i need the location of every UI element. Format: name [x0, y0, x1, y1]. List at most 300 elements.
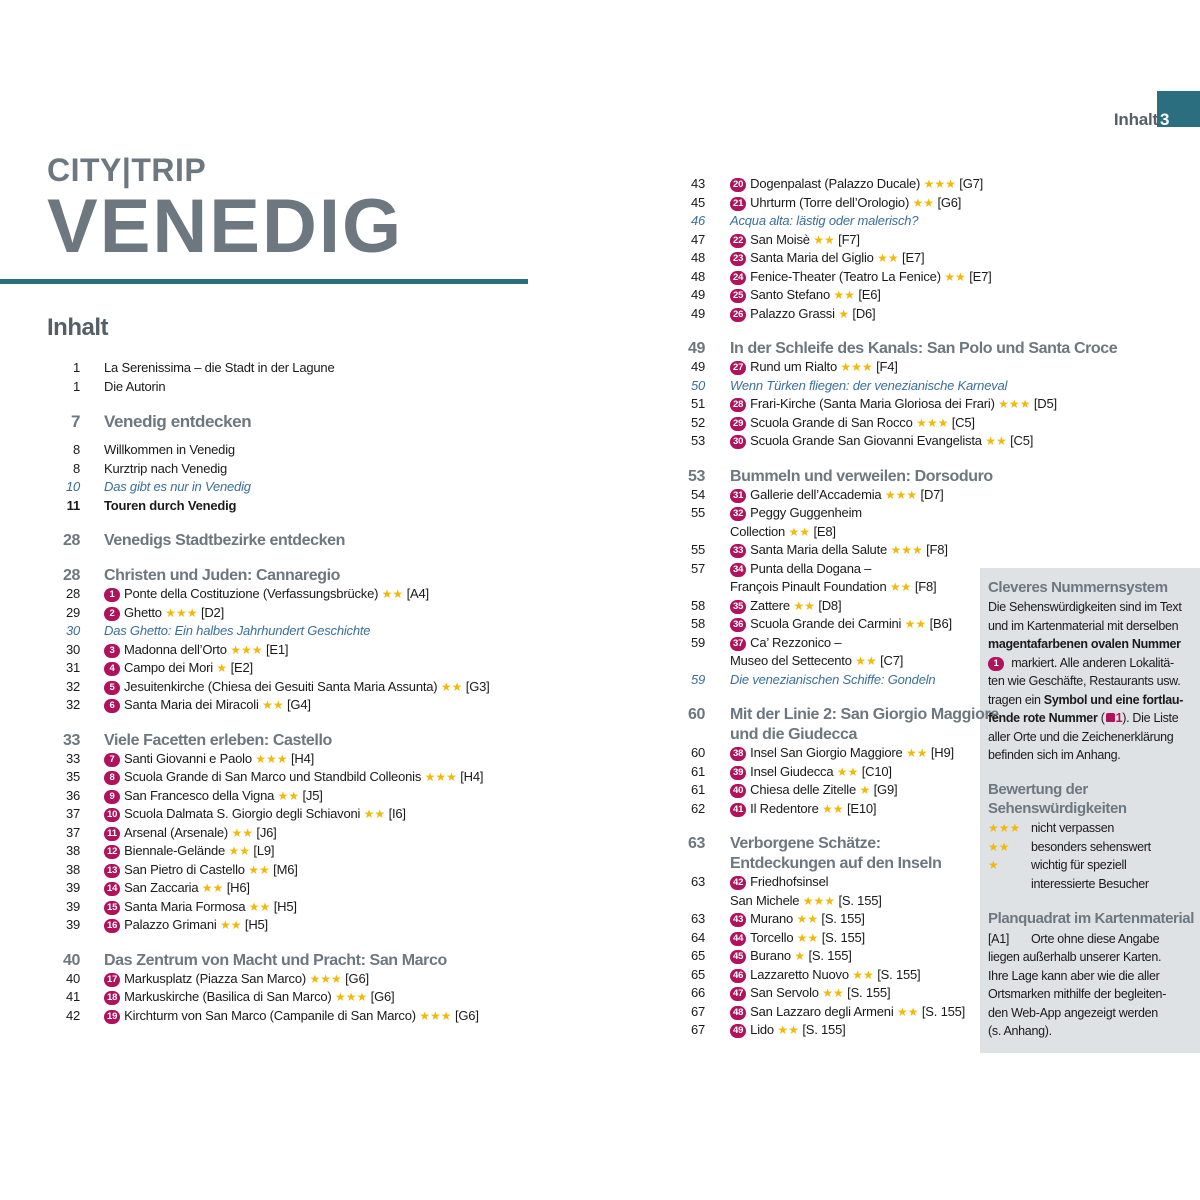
toc-entry-title: Punta della Dogana –: [750, 560, 872, 576]
toc-section-heading[interactable]: [0, 853, 942, 875]
star-icon: ★★: [796, 912, 818, 926]
poi-number-badge: 4: [104, 662, 120, 676]
star-icon: ★★: [201, 881, 224, 895]
toc-entry[interactable]: [0, 744, 954, 762]
poi-number-badge: 43: [730, 913, 746, 927]
toc-entry-title: Venedig entdecken: [104, 412, 252, 431]
grid-reference: [D8]: [818, 597, 842, 613]
star-icon: ★★★: [424, 770, 457, 784]
star-icon: ★: [988, 858, 999, 872]
toc-entry-text: [730, 1003, 965, 1021]
toc-entry-text: [730, 486, 944, 504]
poi-number-badge: 39: [730, 766, 746, 780]
poi-number-badge: 46: [730, 969, 746, 983]
toc-page-number: 33: [63, 731, 80, 749]
toc-entry-title: Insel San Giorgio Maggiore: [750, 745, 903, 760]
toc-entry-text: [730, 395, 1057, 413]
poi-number-badge: 44: [730, 932, 746, 946]
toc-feature-entry[interactable]: [0, 377, 1008, 395]
toc-entry[interactable]: [0, 873, 829, 891]
poi-number-badge: 32: [730, 507, 746, 521]
toc-section-heading[interactable]: [0, 724, 857, 746]
poi-number-badge: 36: [730, 618, 746, 632]
toc-entry[interactable]: [0, 634, 842, 652]
toc-entry-title: Scuola Dalmata S. Giorgio degli Schiavoni: [124, 806, 361, 821]
rating-text: nicht verpassen: [1031, 821, 1115, 835]
toc-page-number: 39: [65, 898, 80, 914]
toc-entry-text: [730, 523, 836, 541]
star-icon: ★★: [788, 524, 811, 539]
star-icon: ★★: [896, 1004, 919, 1019]
toc-section-heading[interactable]: [0, 833, 881, 855]
star-icon: ★★★: [916, 415, 949, 430]
toc-entry[interactable]: [0, 929, 865, 947]
toc-page-number: 1: [72, 360, 80, 375]
toc-page-number: 47: [690, 231, 705, 247]
rating-text: besonders sehenswert: [1031, 839, 1151, 854]
toc-entry[interactable]: [0, 892, 882, 910]
sidebar-text: den Web-App angezeigt werden: [988, 1005, 1158, 1020]
toc-page-number: 48: [690, 268, 705, 284]
toc-entry-title: Insel Giudecca: [750, 763, 834, 779]
grid-reference: [J5]: [302, 787, 323, 803]
toc-entry-text: [730, 833, 881, 855]
sidebar-text: [988, 635, 1181, 654]
toc-entry[interactable]: [0, 395, 1057, 413]
toc-entry-title: San Michele: [730, 892, 800, 908]
toc-page-number: 41: [65, 989, 80, 1004]
poi-number-badge: 20: [730, 178, 746, 192]
toc-entry[interactable]: [0, 1021, 846, 1039]
grid-reference: [G6]: [937, 194, 962, 210]
poi-number-badge: 8: [104, 771, 120, 785]
toc-page-number: 53: [690, 433, 705, 448]
toc-page-number: 28: [65, 586, 80, 601]
toc-page-number: 51: [690, 396, 705, 411]
toc-entry-text: [730, 1021, 846, 1039]
toc-entry[interactable]: [0, 414, 975, 432]
star-icon: ★★: [822, 986, 844, 1000]
sidebar-text: Orte ohne diese Angabe: [1031, 931, 1160, 946]
toc-page-number: 49: [690, 305, 705, 321]
poi-number-badge: 37: [730, 637, 746, 651]
star-icon: ★★★: [230, 642, 263, 657]
grid-reference: [S. 155]: [821, 929, 865, 945]
star-icon: ★: [859, 783, 871, 797]
grid-reference: [S. 155]: [847, 985, 891, 1000]
poi-number-badge: 7: [104, 753, 120, 767]
toc-page-number: 63: [690, 911, 705, 926]
toc-entry-title: Zattere: [750, 597, 790, 613]
brand-label: CITY|TRIP: [47, 152, 207, 188]
grid-reference: [G7]: [959, 176, 984, 191]
star-icon: ★★★: [419, 1008, 452, 1023]
grid-reference: [C7]: [880, 653, 904, 668]
rating-text: interessierte Besucher: [1031, 876, 1149, 891]
toc-entry-text: [730, 268, 992, 286]
grid-reference: [H6]: [226, 880, 250, 895]
grid-reference: [G3]: [465, 678, 490, 694]
toc-entry-title: Verborgene Schätze:: [730, 835, 881, 852]
poi-number-badge: 34: [730, 563, 746, 577]
grid-reference: [H4]: [290, 750, 315, 766]
sidebar-text: [988, 709, 1178, 728]
star-icon: ★★: [262, 698, 284, 712]
toc-page-number: 31: [65, 660, 80, 675]
toc-page-number: 55: [690, 505, 705, 520]
toc-feature-entry[interactable]: [0, 212, 919, 230]
star-icon: ★★★: [309, 971, 342, 986]
toc-page-number: 32: [65, 697, 80, 712]
toc-entry-title: Viele Facetten erleben: Castello: [104, 731, 332, 749]
sidebar-bold-text: fende rote Nummer: [988, 711, 1098, 725]
toc-entry[interactable]: [0, 966, 921, 984]
poi-number-badge: 23: [730, 252, 746, 266]
toc-entry[interactable]: [0, 781, 898, 799]
star-icon: ★★: [912, 195, 935, 210]
toc-entry-title: San Pietro di Castello: [124, 861, 245, 877]
toc-section-heading[interactable]: [0, 338, 1118, 360]
toc-entry-text: [730, 652, 903, 670]
toc-page-number: 30: [65, 623, 80, 638]
toc-page-number: 28: [63, 567, 80, 584]
star-icon: ★★: [793, 598, 815, 613]
toc-entry-text: [730, 873, 828, 891]
grid-code: [A1]: [988, 931, 1010, 946]
toc-entry-text: [730, 763, 892, 781]
page-title: VENEDIG: [47, 184, 404, 269]
poi-number-badge: 3: [104, 644, 120, 658]
toc-page-number: 67: [690, 1022, 705, 1037]
star-icon: ★★: [905, 746, 928, 760]
toc-section-heading[interactable]: [0, 704, 999, 726]
poi-number-badge: 29: [730, 417, 746, 431]
sidebar-text: und im Kartenmaterial mit derselben: [988, 618, 1179, 633]
poi-number-badge: 1: [988, 657, 1004, 671]
toc-entry[interactable]: [0, 1003, 966, 1021]
toc-entry-title: Chiesa delle Zitelle: [750, 782, 857, 797]
poi-number-badge: 13: [104, 864, 120, 878]
star-icon: ★★: [855, 654, 877, 668]
toc-page-number: 30: [65, 641, 80, 657]
poi-number-badge: 5: [104, 681, 120, 695]
toc-entry[interactable]: [0, 800, 877, 818]
sidebar-text: Ihre Lage kann aber wie die aller: [988, 968, 1160, 983]
toc-entry-title: Peggy Guggenheim: [750, 505, 862, 520]
grid-reference: [C10]: [861, 763, 892, 779]
toc-entry-title: Frari-Kirche (Santa Maria Gloriosa dei Frari): [750, 396, 995, 411]
toc-page-number: 1: [72, 378, 80, 394]
grid-reference: [S. 155]: [802, 1022, 846, 1037]
poi-number-badge: 28: [730, 398, 746, 412]
toc-page-number: 46: [690, 213, 705, 228]
star-icon: ★★: [944, 269, 966, 284]
toc-page-number: 53: [688, 467, 705, 485]
sidebar-heading-rating: Sehenswürdigkeiten: [988, 800, 1127, 817]
grid-reference: [E7]: [902, 250, 925, 265]
toc-entry[interactable]: [0, 358, 898, 376]
toc-entry[interactable]: [0, 560, 872, 578]
toc-page-number: 40: [65, 970, 80, 986]
toc-entry[interactable]: [0, 268, 992, 286]
sidebar-text: liegen außerhalb unserer Karten.: [988, 950, 1162, 964]
toc-entry-text: [730, 541, 948, 559]
grid-reference: [H5]: [273, 898, 297, 914]
toc-entry-title: Touren durch Venedig: [104, 497, 237, 513]
star-icon: ★★★: [255, 751, 288, 766]
toc-entry-title: Campo dei Mori: [124, 660, 213, 675]
toc-entry-text: [730, 781, 897, 799]
toc-page-number: 66: [690, 985, 705, 1000]
toc-entry[interactable]: [0, 615, 952, 633]
toc-entry[interactable]: [0, 504, 862, 522]
toc-entry-title: Mit der Linie 2: San Giorgio Maggiore: [730, 706, 999, 723]
toc-page-number: 36: [65, 787, 80, 803]
grid-reference: [F8]: [926, 542, 948, 557]
toc-entry[interactable]: [0, 910, 865, 928]
toc-entry-title: San Francesco della Vigna: [124, 787, 275, 803]
toc-page-number: 57: [690, 560, 705, 576]
toc-entry-text: [730, 377, 1007, 395]
toc-page-number: 48: [690, 250, 705, 265]
star-icon: ★★: [248, 862, 270, 877]
toc-entry-text: [730, 615, 952, 633]
toc-section-heading[interactable]: [0, 466, 993, 488]
toc-entry-title: Santa Maria del Giglio: [750, 250, 874, 265]
toc-entry-title: Uhrturm (Torre dell’Orologio): [750, 194, 910, 210]
toc-entry[interactable]: [0, 175, 984, 193]
toc-entry[interactable]: [0, 249, 925, 267]
sidebar-text-part: ). Die Liste: [1122, 711, 1179, 725]
toc-entry[interactable]: [0, 597, 842, 615]
toc-entry-text: [730, 929, 865, 947]
toc-entry-text: [730, 910, 865, 928]
star-icon: ★★: [822, 801, 844, 816]
grid-reference: [D5]: [1033, 396, 1057, 411]
toc-entry-text: [730, 892, 882, 910]
toc-entry[interactable]: [0, 231, 860, 249]
poi-number-badge: 26: [730, 308, 746, 322]
star-icon: ★★: [248, 899, 271, 914]
poi-number-badge: 17: [104, 973, 120, 987]
star-icon: ★★: [836, 764, 859, 779]
grid-reference: [S. 155]: [921, 1003, 966, 1019]
toc-entry[interactable]: [0, 486, 944, 504]
toc-entry-title: Das Ghetto: Ein halbes Jahrhundert Geschichte: [104, 623, 371, 638]
toc-entry[interactable]: [0, 541, 948, 559]
toc-page-number: 58: [690, 597, 705, 613]
toc-page-number: 45: [690, 194, 705, 210]
poi-number-badge: 25: [730, 289, 746, 303]
poi-number-badge: 6: [104, 699, 120, 713]
toc-page-number: 32: [65, 678, 80, 694]
sidebar-text: ten wie Geschäfte, Restaurants usw.: [988, 674, 1181, 688]
poi-number-badge: 12: [104, 845, 120, 859]
sidebar-text: aller Orte und die Zeichenerklärung: [988, 729, 1174, 744]
toc-entry-title: und die Giudecca: [730, 726, 857, 743]
grid-reference: [D6]: [852, 305, 876, 321]
poi-number-badge: 49: [730, 1024, 746, 1038]
toc-entry[interactable]: [0, 523, 836, 541]
toc-entry-text: [730, 966, 920, 984]
toc-entry-title: Gallerie dell’Accademia: [750, 486, 882, 502]
grid-reference: [S. 155]: [877, 966, 921, 982]
toc-entry-title: Das gibt es nur in Venedig: [104, 479, 251, 494]
toc-page-number: 49: [690, 287, 705, 302]
toc-entry-title: Bummeln und verweilen: Dorsoduro: [730, 467, 993, 485]
toc-entry-title: Markusplatz (Piazza San Marco): [124, 970, 307, 986]
toc-entry-text: [730, 800, 876, 818]
star-icon: ★★: [877, 251, 899, 265]
grid-reference: [E10]: [846, 800, 877, 816]
toc-entry-title: San Zaccaria: [124, 880, 199, 895]
toc-entry-title: Madonna dell’Orto: [124, 641, 227, 657]
toc-page-number: 59: [690, 634, 705, 650]
toc-feature-entry[interactable]: [0, 671, 936, 689]
toc-page-number: 54: [690, 486, 705, 502]
grid-reference: [J6]: [256, 824, 277, 840]
star-icon: ★★★: [802, 893, 836, 908]
grid-reference: [H4]: [460, 769, 484, 784]
toc-page-number: 49: [688, 340, 705, 357]
toc-page-number: 62: [690, 800, 705, 816]
toc-page-number: 35: [65, 769, 80, 784]
grid-reference: [H9]: [930, 745, 954, 760]
poi-number-badge: 40: [730, 784, 746, 798]
toc-entry[interactable]: [0, 947, 852, 965]
toc-entry-text: [730, 231, 860, 249]
toc-page-number: 42: [65, 1007, 80, 1023]
grid-reference: [G9]: [873, 782, 898, 797]
toc-entry-title: Scuola Grande dei Carmini: [750, 616, 902, 631]
toc-page-number: 28: [63, 532, 80, 549]
toc-entry-title: Rund um Rialto: [750, 359, 837, 374]
sidebar-text: Die Sehenswürdigkeiten sind im Text: [988, 600, 1182, 614]
toc-page-number: 67: [690, 1003, 705, 1019]
toc-entry[interactable]: [0, 432, 1034, 450]
rating-text: wichtig für speziell: [1031, 858, 1127, 872]
poi-number-badge: 48: [730, 1006, 746, 1020]
grid-reference: [A4]: [406, 586, 429, 601]
toc-entry[interactable]: [0, 305, 876, 323]
sidebar-text-part: (: [1097, 711, 1105, 725]
toc-page-number: 33: [65, 750, 80, 766]
toc-page-number: 58: [690, 616, 705, 631]
star-icon: ★★★: [840, 360, 873, 374]
grid-reference: [F4]: [876, 359, 898, 374]
sidebar-heading-rating: Bewertung der: [988, 781, 1088, 798]
poi-number-badge: 11: [104, 827, 120, 841]
grid-reference: [D7]: [920, 486, 944, 502]
poi-number-badge: 22: [730, 234, 746, 248]
toc-entry-title: Christen und Juden: Cannaregio: [104, 567, 341, 584]
toc-page-number: 39: [65, 880, 80, 895]
star-icon: ★: [216, 661, 228, 675]
lock-icon: [1106, 713, 1115, 722]
toc-entry-title: Fenice-Theater (Teatro La Fenice): [750, 268, 941, 284]
toc-entry[interactable]: [0, 652, 904, 670]
toc-entry-text: [730, 984, 890, 1002]
toc-page-number: 43: [690, 176, 705, 191]
toc-entry-title: Collection: [730, 523, 786, 539]
toc-entry[interactable]: [0, 286, 881, 304]
toc-entry-title: Friedhofsinsel: [750, 874, 829, 889]
star-icon: ★★: [988, 839, 1010, 854]
toc-entry[interactable]: [0, 984, 891, 1002]
star-icon: ★★: [985, 434, 1007, 448]
poi-number-badge: 16: [104, 919, 120, 933]
toc-entry-title: Santi Giovanni e Paolo: [124, 750, 252, 766]
toc-entry-text: [730, 853, 941, 875]
toc-page-number: 65: [690, 966, 705, 982]
grid-reference: [D2]: [200, 604, 224, 620]
toc-entry-title: La Serenissima – die Stadt in der Lagune: [104, 360, 335, 375]
grid-reference: [C5]: [951, 414, 975, 430]
toc-page-number: 61: [690, 763, 705, 779]
star-icon: ★★: [219, 918, 242, 932]
grid-reference: [H5]: [244, 917, 268, 932]
grid-reference: [E6]: [858, 287, 881, 302]
toc-page-number: 61: [690, 782, 705, 797]
page-number: 3: [1160, 110, 1170, 129]
star-icon: ★★★: [890, 543, 923, 557]
toc-entry-text: [730, 338, 1117, 360]
poi-number-badge: 18: [104, 991, 120, 1005]
toc-entry-title: Palazzo Grimani: [124, 917, 217, 932]
poi-number-badge: 45: [730, 950, 746, 964]
toc-entry-text: [730, 466, 993, 488]
toc-entry-title: Il Redentore: [750, 800, 819, 816]
toc-page-number: 11: [66, 497, 80, 513]
grid-reference: [B6]: [929, 616, 952, 631]
toc-page-number: 64: [690, 929, 705, 945]
toc-page-number: 60: [690, 745, 705, 760]
red-number: 1: [1115, 711, 1123, 725]
toc-page-number: 37: [65, 824, 80, 840]
star-icon: ★★★: [884, 487, 918, 502]
star-icon: ★★: [852, 967, 874, 982]
star-icon: ★★: [440, 679, 463, 694]
toc-page-number: 7: [70, 412, 80, 431]
poi-number-badge: 19: [104, 1010, 120, 1024]
star-icon: ★★: [363, 807, 386, 821]
grid-reference: [F8]: [914, 579, 937, 594]
star-icon: ★★: [796, 930, 819, 945]
toc-page-number: 63: [690, 874, 705, 889]
toc-heading: Inhalt: [47, 314, 108, 341]
toc-entry[interactable]: [0, 763, 892, 781]
toc-entry[interactable]: [0, 194, 962, 212]
sidebar-text-part: tragen ein: [988, 692, 1044, 707]
toc-entry[interactable]: [0, 578, 937, 596]
sidebar-text: Ortsmarken mithilfe der begleiten-: [988, 987, 1167, 1001]
toc-entry-text: [730, 634, 841, 652]
grid-reference: [M6]: [273, 861, 298, 877]
grid-reference: [G4]: [287, 697, 311, 712]
toc-page-number: 49: [690, 359, 705, 374]
toc-entry-title: Scuola Grande di San Marco und Standbild Colleonis: [124, 769, 422, 784]
poi-number-badge: 24: [730, 271, 746, 285]
toc-entry-text: [730, 671, 935, 689]
toc-entry-title: Kirchturm von San Marco (Campanile di San Marco): [124, 1007, 416, 1023]
toc-entry-title: Arsenal (Arsenale): [124, 824, 229, 840]
poi-number-badge: 15: [104, 901, 120, 915]
sidebar-text: [988, 691, 1183, 710]
grid-reference: [S. 155]: [808, 948, 852, 963]
grid-reference: [S. 155]: [838, 892, 882, 908]
sidebar-text-part: markiert. Alle anderen Lokalitä-: [1011, 655, 1174, 670]
toc-page-number: 29: [65, 604, 80, 620]
